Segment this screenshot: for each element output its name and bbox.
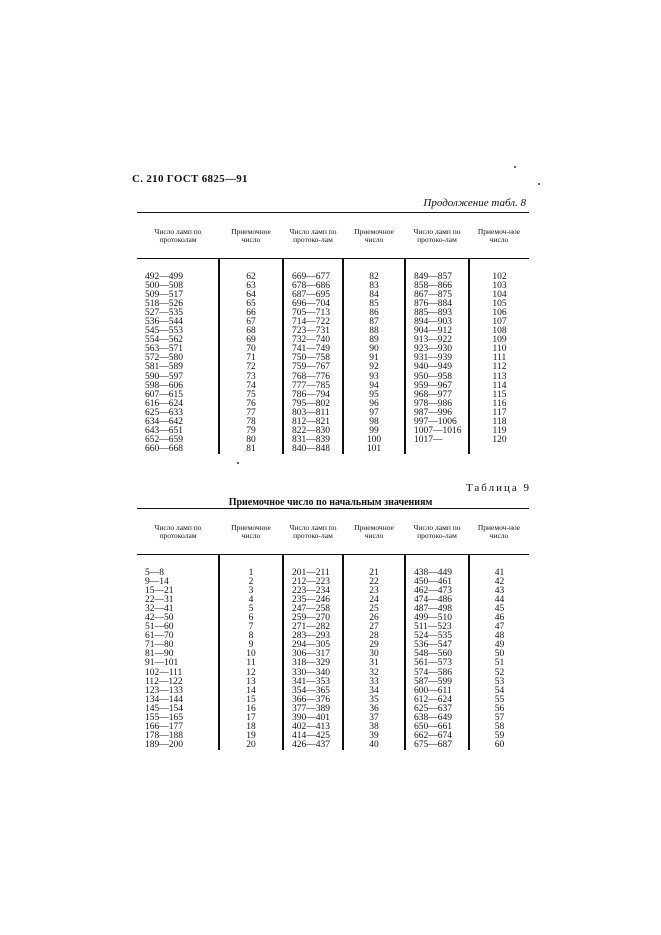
lamp-count-column: 5—8 9—14 15—21 22—31 32—41 42—50 51—60 61—70 71—80 81—90 91—101 102—111 112—122 123—133 134—144 145—154 155—165 166—177 178—188 189—200: [137, 569, 219, 750]
column-header: Приемочное число: [343, 509, 405, 555]
column-header: Приемоч-ное число: [469, 509, 529, 555]
column-header: Приемочное число: [343, 213, 405, 259]
column-header: Число ламп по протоко-лам: [405, 213, 469, 259]
scan-speck: [538, 183, 540, 185]
lamp-count-column: 849—857 858—866 867—875 876—884 885—893 894—903 904—912 913—922 923—930 931—939 940—949 950—958 959—967 968—977 978—986 987—996 997—1006 1007—1016 1017—: [405, 273, 469, 454]
table-9-label: Таблица 9: [465, 482, 531, 494]
scan-speck: [237, 462, 239, 464]
acceptance-number-column: 62 63 64 65 66 67 68 69 70 71 72 73 74 75 76 77 78 79 80 81: [219, 273, 283, 454]
column-header: Число ламп по протоколам: [137, 213, 219, 259]
table-header-row: [137, 213, 529, 259]
scan-speck: [514, 166, 516, 168]
acceptance-number-column: 21 22 23 24 25 26 27 28 29 30 31 32 33 34 35 36 37 38 39 40: [343, 569, 405, 750]
column-header: Число ламп по протоко-лам: [283, 509, 343, 555]
acceptance-number-column: 1 2 3 4 5 6 7 8 9 10 11 12 13 14 15 16 17 18 19 20: [219, 569, 283, 750]
column-header: Число ламп по протоко-лам: [283, 213, 343, 259]
acceptance-number-column: 102 103 104 105 106 107 108 109 110 111 112 113 114 115 116 117 118 119 120: [492, 272, 507, 445]
table-body-row: [137, 569, 529, 750]
continuation-label: Продолжение табл. 8: [423, 197, 526, 209]
column-header: Приемочное число: [219, 213, 283, 259]
column-header: Число ламп по протоко-лам: [405, 509, 469, 555]
lamp-count-column: 201—211 212—223 223—234 235—246 247—258 259—270 271—282 283—293 294—305 306—317 318—329 330—340 341—353 354—365 366—376 377—389 390—401 402—413 414—425 426—437: [283, 569, 343, 750]
lamp-count-column: 438—449 450—461 462—473 474—486 487—498 499—510 511—523 524—535 536—547 548—560 561—573 574—586 587—599 600—611 612—624 625—637 638—649 650—661 662—674 675—687: [405, 569, 469, 750]
table-9-title: Приемочное число по начальным значениям: [228, 497, 433, 508]
acceptance-number-column: 82 83 84 85 86 87 88 89 90 91 92 93 94 95 96 97 98 99 100 101: [343, 273, 405, 454]
lamp-count-column: 492—499 500—508 509—517 518—526 527—535 536—544 545—553 554—562 563—571 572—580 581—589 590—597 598—606 607—615 616—624 625—633 634—642 643—651 652—659 660—668: [137, 273, 219, 454]
column-header: Приемоч-ное число: [469, 213, 529, 259]
lamp-count-column: 669—677 678—686 687—695 696—704 705—713 714—722 723—731 732—740 741—749 750—758 759—767 768—776 777—785 786—794 795—802 803—811 812—821 822—830 831—839 840—848: [283, 273, 343, 454]
acceptance-number-column: 41 42 43 44 45 46 47 48 49 50 51 52 53 54 55 56 57 58 59 60: [494, 568, 505, 750]
column-header: Число ламп по протоколам: [137, 509, 219, 555]
page-header: С. 210 ГОСТ 6825—91: [132, 173, 248, 185]
table-header-row: [137, 509, 529, 555]
table-body-row: [137, 273, 529, 454]
table-8: [137, 212, 529, 454]
table-9: [137, 508, 529, 750]
column-header: Приемочное число: [219, 509, 283, 555]
